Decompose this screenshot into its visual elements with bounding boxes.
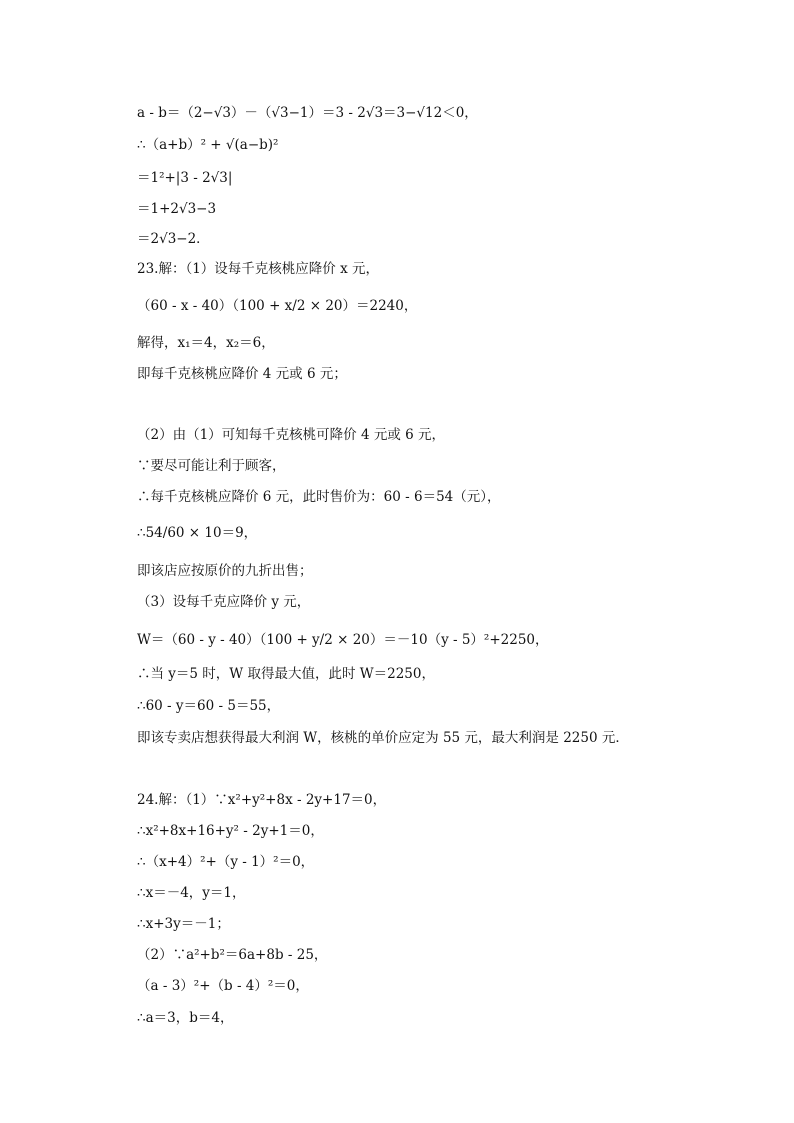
text-line: （2）∵a²+b²＝6a+8b - 25， <box>137 947 328 963</box>
text-line: ∴x+3y＝－1； <box>137 916 230 932</box>
text-line: a - b＝（2−√3）－（√3−1）＝3 - 2√3＝3−√12＜0， <box>137 105 478 121</box>
text-line: ＝1²+|3 - 2√3| <box>137 170 233 186</box>
text-line: ∵要尽可能让利于顾客， <box>137 458 286 474</box>
text-line: ∴60 - y＝60 - 5＝55， <box>137 698 281 714</box>
text-line: ∴每千克核桃应降价 6 元，此时售价为：60 - 6＝54（元）， <box>137 489 501 505</box>
question-24-header: 24.解：（1）∵x²+y²+8x - 2y+17＝0， <box>137 792 387 808</box>
text-line: （3）设每千克应降价 y 元， <box>137 594 311 610</box>
text-line: （60 - x - 40）（100 + x/2 × 20）＝2240， <box>137 298 418 314</box>
text-line: 即每千克核桃应降价 4 元或 6 元； <box>137 366 347 382</box>
text-line: ∴（x+4）²+（y - 1）²＝0， <box>137 854 315 870</box>
text-line: W＝（60 - y - 40）（100 + y/2 × 20）＝－10（y - 5）²+2250， <box>137 632 549 648</box>
text-line: ∴当 y＝5 时，W 取得最大值，此时 W＝2250， <box>137 666 435 682</box>
text-line: （2）由（1）可知每千克核桃可降价 4 元或 6 元， <box>137 427 446 443</box>
text-line: ∴x²+8x+16+y² - 2y+1＝0， <box>137 823 324 839</box>
text-line: ∴x＝－4，y＝1， <box>137 885 246 901</box>
text-line: ∴54/60 × 10＝9， <box>137 525 258 541</box>
text-line: ＝2√3−2． <box>137 231 210 247</box>
question-23-header: 23.解：（1）设每千克核桃应降价 x 元， <box>137 261 380 277</box>
text-line: 即该店应按原价的九折出售； <box>137 563 313 579</box>
text-line: ＝1+2√3−3 <box>137 201 217 217</box>
text-line: 解得，x₁＝4，x₂＝6， <box>137 335 275 351</box>
text-line: ∴（a+b）² + √(a−b)² <box>137 137 279 153</box>
text-line: （a - 3）²+（b - 4）²＝0， <box>137 978 309 994</box>
text-line: ∴a＝3，b＝4， <box>137 1010 234 1026</box>
text-line: 即该专卖店想获得最大利润 W，核桃的单价应定为 55 元，最大利润是 2250 元． <box>137 730 629 746</box>
